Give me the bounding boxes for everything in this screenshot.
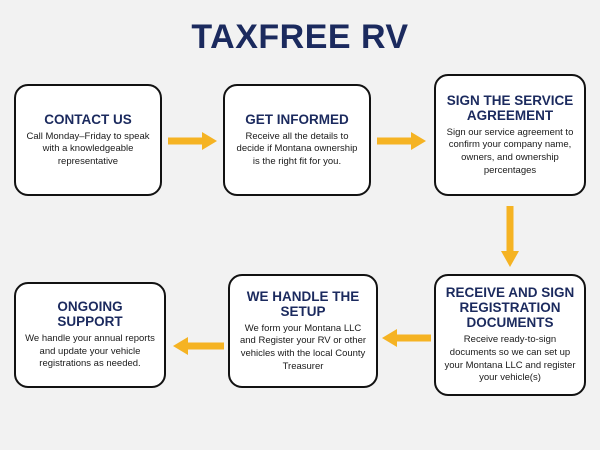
step-body: We handle your annual reports and update your vehicle registrations as needed. [25, 333, 155, 370]
step-card-contact-us [14, 84, 162, 196]
arrow-informed-to-agreement [377, 130, 427, 152]
arrow-contact-to-informed [168, 130, 218, 152]
step-card-we-handle-the-setup [228, 274, 378, 388]
step-body: Receive all the details to decide if Montana ownership is the right fit for you. [236, 130, 358, 167]
arrow-setup-to-support [172, 335, 224, 357]
step-title: ONGOING SUPPORT [57, 298, 123, 330]
step-title: RECEIVE AND SIGN REGISTRATION DOCUMENTS [445, 285, 575, 331]
step-title: CONTACT US [44, 111, 132, 127]
step-title: SIGN THE SERVICE AGREEMENT [446, 92, 574, 123]
step-body: Call Monday–Friday to speak with a knowledgeable representative [26, 130, 150, 167]
step-title: GET INFORMED [245, 111, 349, 127]
step-card-sign-the-service-agreement [434, 74, 586, 196]
page-title: TAXFREE RV [191, 18, 409, 56]
step-body: We form your Montana LLC and Register your RV or other vehicles with the local County Treasurer [239, 322, 367, 372]
step-card-receive-and-sign-registration-documents [434, 274, 586, 396]
arrow-registration-to-setup [381, 327, 431, 349]
step-body: Receive ready-to-sign documents so we can set up your Montana LLC and register your vehicle(s) [444, 334, 576, 384]
arrow-agreement-to-registration [499, 206, 521, 268]
step-title: WE HANDLE THE SETUP [246, 288, 360, 319]
step-body: Sign our service agreement to confirm your company name, owners, and ownership percentages [446, 126, 574, 176]
step-card-ongoing-support [14, 282, 166, 388]
step-card-get-informed [223, 84, 371, 196]
